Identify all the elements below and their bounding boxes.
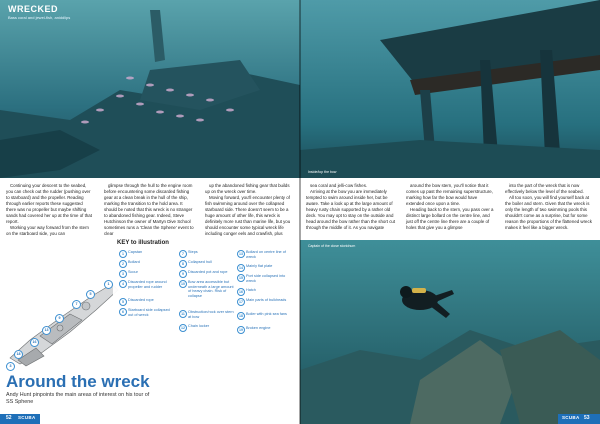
paragraph: around the bow stern, you'll notice that it comes up past the remaining superstructure, marking how far the bow would have extended once upon a time. bbox=[406, 183, 493, 206]
key-label: Chain locker bbox=[188, 324, 210, 328]
key-label: Collapsed hull bbox=[188, 260, 212, 264]
key-number: 5 bbox=[119, 298, 127, 306]
paragraph: Working your way forward from the stern on the starboard side, you can bbox=[6, 225, 89, 236]
key-number: 8 bbox=[179, 260, 187, 268]
magazine-brand-left: SCUBA bbox=[18, 415, 36, 420]
paragraph: up the abandoned fishing gear that builds up on the wreck over time. bbox=[205, 183, 290, 194]
key-label: Starboard side collapsed out of wreck bbox=[128, 308, 170, 317]
wreck-illustration bbox=[0, 240, 120, 372]
key-number: 11 bbox=[179, 310, 187, 318]
key-number: 4 bbox=[119, 280, 127, 288]
key-item bbox=[237, 298, 295, 310]
key-title: KEY to illustration bbox=[117, 240, 169, 246]
key-label: Discarded rope bbox=[128, 298, 154, 302]
key-number: 18 bbox=[237, 312, 245, 320]
photo-caption-bottom: Captain of the close storiohum bbox=[308, 244, 356, 248]
callout-1: 1 bbox=[104, 280, 113, 289]
key-label: Bow area accessible but underneath a large amount of heavy chain. Risk of collapse bbox=[188, 280, 234, 298]
feature-title: Around the wreck bbox=[6, 372, 150, 391]
callout-7: 7 bbox=[72, 300, 81, 309]
key-number: 13 bbox=[237, 250, 245, 258]
key-number: 9 bbox=[179, 270, 187, 278]
key-label: Bollard on centre line of wreck bbox=[246, 250, 286, 259]
key-number: 7 bbox=[179, 250, 187, 258]
callout-18: 18 bbox=[14, 350, 23, 359]
key-item bbox=[179, 280, 237, 308]
key-label: Main parts of bulkheads bbox=[246, 298, 287, 302]
paragraph: All too soon, you will find yourself back at the boiler and stern. Given that the wreck is only the length of two swimming pools this shouldn't come as a surprise, but for some reason the proportions of the flattened wreck makes it feel like a bigger wreck. bbox=[505, 195, 592, 230]
body-column-1 bbox=[6, 183, 92, 237]
paragraph: Continuing your descent to the seabed, you can check out the rudder (pushing over to starboard) and the propeller. Reading through earlier reports these suggested there was no propeller but maybe shifting sands had covered her up at the time of that report. bbox=[6, 183, 92, 224]
key-item bbox=[179, 324, 237, 334]
key-item bbox=[237, 264, 295, 274]
key-label: Broken engine bbox=[246, 326, 271, 330]
key-number: 3 bbox=[119, 270, 127, 278]
page-number-left: 52 bbox=[6, 415, 12, 421]
key-label: Port side collapsed into wreck bbox=[246, 274, 286, 283]
key-number: 14 bbox=[237, 264, 245, 272]
callout-9: 9 bbox=[55, 314, 64, 323]
key-item bbox=[179, 250, 237, 260]
key-item bbox=[179, 270, 237, 280]
key-item bbox=[237, 274, 295, 286]
key-number: 19 bbox=[237, 326, 245, 334]
paragraph: into the part of the wreck that is now effectively below the level of the seabed. bbox=[505, 183, 584, 194]
key-item bbox=[119, 250, 177, 260]
paragraph: Arriving at the bow you are immediately tempted to swim around inside her, but be aware. Take a look up at the large amount of heavy rusty chain supported by a rather old deck. You may opt to stay on the outside and head around the bow rather than the short cut through the middle of it. As you navigate bbox=[306, 189, 396, 230]
key-item bbox=[119, 308, 177, 324]
paragraph: sea coral and jelli-cow fishes. bbox=[310, 183, 368, 188]
key-label: Hatch bbox=[246, 288, 256, 292]
stern-photo-image bbox=[0, 0, 300, 178]
key-label: Steps bbox=[188, 250, 198, 254]
key-number: 16 bbox=[237, 288, 245, 296]
bow-photo bbox=[300, 0, 600, 178]
key-label: Discarded rope around propeller and rudder bbox=[128, 280, 167, 289]
callout-16: 16 bbox=[30, 338, 39, 347]
paragraph: Heading back to the stern, you pass over a distinct large bollard on the centre line, and just off the centre line there are a couple of holes that give you a glimpse bbox=[406, 207, 494, 230]
stern-photo bbox=[0, 0, 300, 178]
body-column-5 bbox=[406, 183, 496, 231]
key-item bbox=[119, 280, 177, 296]
key-label: Boiler with pink sea fans bbox=[246, 312, 287, 316]
key-label: Obstruction/rock over stern at bow bbox=[188, 310, 234, 319]
illustration-key bbox=[113, 238, 295, 358]
key-number: 17 bbox=[237, 298, 245, 306]
callout-5: 5 bbox=[86, 290, 95, 299]
page-number-right: 53 bbox=[584, 415, 590, 421]
bow-photo-image bbox=[300, 0, 600, 178]
key-item bbox=[119, 270, 177, 280]
key-number: 15 bbox=[237, 274, 245, 282]
key-label: Bollard bbox=[128, 260, 140, 264]
magazine-brand-right: SCUBA bbox=[562, 415, 580, 420]
key-item bbox=[179, 260, 237, 270]
paragraph: glimpse through the hull to the engine room before encountering some discarded fishing gear at a clean break in the hull of the ship, marking the transition to the hold area. It should be noted that this wreck is no stranger to abandoned fishing gear. Indeed, Steve Hutchinson the owner of Martyn Dive School sometimes runs a 'Clean the Sphene' event to clear bbox=[104, 183, 194, 236]
page-gutter bbox=[299, 0, 301, 424]
body-column-4 bbox=[306, 183, 396, 231]
key-item bbox=[237, 312, 295, 324]
key-number: 1 bbox=[119, 250, 127, 258]
section-subtitle: Bass coral and jewel-fish, aniddlips bbox=[8, 15, 71, 20]
paragraph: Moving forward, you'll encounter plenty of fish swimming around over the collapsed starboard side. There doesn't seem to be a huge amount of other life, this wreck is definitely more rust than marine life, but you should encounter some typical wreck life including conger eels and crawfish, plus bbox=[205, 195, 291, 236]
diver-photo bbox=[300, 240, 600, 424]
key-item bbox=[119, 298, 177, 308]
key-item bbox=[119, 260, 177, 270]
key-label: Capstan bbox=[128, 250, 143, 254]
key-label: Discarded pot and rope bbox=[188, 270, 228, 274]
key-number: 2 bbox=[119, 260, 127, 268]
key-number: 6 bbox=[119, 308, 127, 316]
key-label: Scour bbox=[128, 270, 138, 274]
callout-13: 13 bbox=[42, 326, 51, 335]
feature-subtitle: Andy Hunt pinpoints the main areas of interest on his tour of SS Sphene bbox=[6, 392, 150, 405]
key-item bbox=[237, 326, 295, 336]
callout-3: 3 bbox=[6, 362, 15, 371]
diver-photo-image bbox=[300, 240, 600, 424]
photo-caption-top: Inside/top the bow bbox=[308, 170, 337, 174]
key-item bbox=[237, 288, 295, 298]
key-item bbox=[237, 250, 295, 262]
body-column-6 bbox=[505, 183, 595, 231]
section-tag: WRECKED bbox=[8, 4, 58, 14]
right-page bbox=[300, 0, 600, 424]
key-number: 12 bbox=[179, 324, 187, 332]
body-column-2 bbox=[104, 183, 194, 237]
key-label: Mainly flat plate bbox=[246, 264, 273, 268]
key-number: 10 bbox=[179, 280, 187, 288]
key-item bbox=[179, 310, 237, 322]
body-column-3 bbox=[205, 183, 295, 237]
